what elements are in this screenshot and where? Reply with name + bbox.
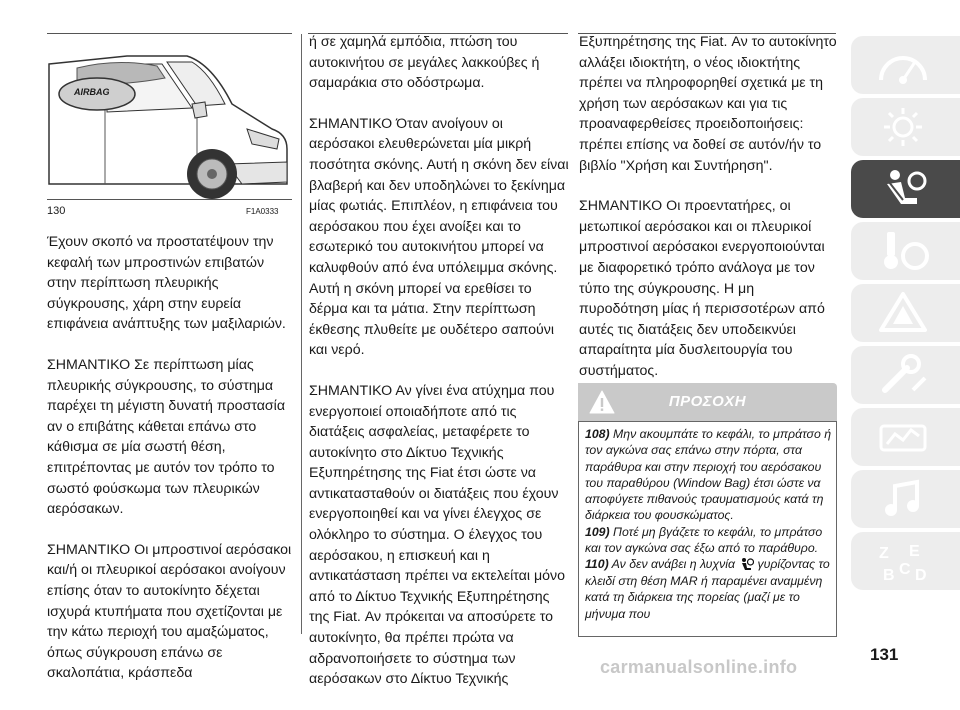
- warning-header: [578, 383, 837, 421]
- paragraph: ΣΗΜΑΝΤΙΚΟ Οι προεντατήρες, οι μετωπικοί αερόσακοι και οι πλευρικοί μπροστινοί αερόσακοι ενεργοποιούνται με διαφορετικό τρόπο ανάλογα με τον τύπο της σύγκρουσης. Η μη πυροδότηση μίας ή περισσοτέρων από αυτές τις διατάξεις δεν υποδεικνύει απαραίτητα μία δυσλειτουργία του συστήματος.: [579, 198, 825, 379]
- warning-item-text: Μην ακουμπάτε το κεφάλι, το μπράτσο ή τον αγκώνα σας επάνω στην πόρτα, στα παράθυρα και στην περιοχή του αερόσακου του παραθύρου (Window Bag) έτσι ώστε να αποφύγετε πιθανούς τραυματισμούς κατά τη διάρκεια του φουσκώματος.: [585, 427, 832, 523]
- warning-item: [585, 556, 833, 622]
- warning-item-number: 110): [585, 557, 609, 572]
- column-separator: [301, 34, 302, 634]
- warning-item: [585, 524, 833, 557]
- warning-item-number: 108): [585, 427, 610, 441]
- paragraph: ή σε χαμηλά εμπόδια, πτώση του αυτοκινήτου σε μεγάλες λακκούβες ή σαμαράκια στο οδόστρωμα.: [309, 34, 540, 92]
- svg-text:B: B: [883, 567, 895, 584]
- warning-title: ΠΡΟΣΟΧΗ: [668, 393, 747, 410]
- warning-box: [578, 421, 837, 637]
- paragraph: ΣΗΜΑΝΤΙΚΟ Οι μπροστινοί αερόσακοι και/ή οι πλευρικοί αερόσακοι ανοίγουν επίσης όταν το αυτοκίνητο δέχεται ισχυρά κτυπήματα που σχετίζονται με την κάτω περιοχή του αμαξώματος, όπως σύγκρουση επάνω σε σκαλοπάτια, κράσπεδα: [47, 541, 292, 682]
- paragraph: ΣΗΜΑΝΤΙΚΟ Όταν ανοίγουν οι αερόσακοι ελευθερώνεται μία μικρή ποσότητα σκόνης. Αυτή η σκόνη δεν είναι βλαβερή και δεν υποδηλώνει το ξεκίνημα μίας φωτιάς. Επιπλέον, η επιφάνεια του αερόσακου που έχει ανοίξει και το εσωτερικό του αυτοκινήτου μπορεί να καλυφθούν από ένα υπόλειμμα σκόνης. Αυτή η σκόνη μπορεί να ερεθίσει το δέρμα και τα μάτια. Στην περίπτωση έκθεσης πλυθείτε με ουδέτερο σαπούνι και νερό.: [309, 115, 569, 359]
- tab-emergency[interactable]: [851, 284, 960, 342]
- tab-warning-lights[interactable]: [851, 98, 960, 156]
- technical-data-icon: [873, 414, 933, 460]
- paragraph: ΣΗΜΑΝΤΙΚΟ Σε περίπτωση μίας πλευρικής σύγκρουσης, το σύστημα παρέχει τη μέγιστη δυνατή προστασία αν ο επιβάτης κάθεται επάνω στο κάθισμα σε μία σωστή θέση, επιτρέποντας με αυτόν τον τρόπο το σωστό φούσκωμα των πλευρικών αερόσακων.: [47, 356, 286, 518]
- figure-code: F1A0333: [246, 207, 279, 216]
- svg-text:Z: Z: [879, 545, 889, 562]
- figure-number: 130: [47, 205, 66, 217]
- dashboard-gauge-icon: [873, 42, 933, 88]
- tab-maintenance[interactable]: [851, 346, 960, 404]
- page-number: 131: [870, 645, 899, 664]
- seat-belt-airbag-icon: [873, 166, 933, 212]
- airbag-warning-light-icon: [738, 557, 754, 573]
- svg-text:E: E: [909, 543, 920, 560]
- tab-dashboard[interactable]: [851, 36, 960, 94]
- warning-item-text: Αν δεν ανάβει η λυχνία: [608, 557, 736, 572]
- alphabetical-index-icon: [873, 538, 933, 584]
- watermark: carmanualsonline.info: [600, 657, 798, 677]
- paragraph: Εξυπηρέτησης της Fiat. Αν το αυτοκίνητο αλλάξει ιδιοκτήτη, ο νέος ιδιοκτήτης πρέπει να πληροφορηθεί σχετικά με τη χρήση των αερόσακων και για τις προαναφερθείσες προειδοποιήσεις: πρέπει επίσης να δοθεί σε αυτόν/ήν το βιβλίο "Χρήση και Συντήρηση".: [579, 34, 837, 174]
- column-3: [579, 32, 837, 402]
- warning-lights-icon: [873, 104, 933, 150]
- key-steering-icon: [873, 228, 933, 274]
- figure-bottom-rule: [47, 199, 292, 200]
- emergency-triangle-icon: [873, 290, 933, 336]
- van-airbag-figure: [47, 34, 292, 199]
- svg-text:D: D: [915, 567, 927, 584]
- warning-item: [585, 426, 833, 524]
- tab-safety[interactable]: [851, 160, 960, 218]
- column-1: [47, 232, 297, 704]
- warning-item-number: 109): [585, 524, 610, 539]
- tab-starting-driving[interactable]: [851, 222, 960, 280]
- svg-text:C: C: [899, 561, 911, 578]
- tab-technical-data[interactable]: [851, 408, 960, 466]
- maintenance-tools-icon: [873, 352, 933, 398]
- chapter-tabs: [851, 36, 960, 594]
- paragraph: ΣΗΜΑΝΤΙΚΟ Αν γίνει ένα ατύχημα που ενεργοποιεί οποιαδήποτε από τις διατάξεις ασφαλείας, μεταφέρετε το αυτοκίνητο στο Δίκτυο Τεχνικής Εξυπηρέτησης της Fiat έτσι ώστε να αντικατασταθούν οι διατάξεις που έχουν ενεργοποιηθεί και να γίνει έλεγχος σε ολόκληρο το σύστημα. Ο έλεγχος του αερόσακου, η επισκευή και η αντικατάσταση πρέπει να εκτελείται μόνο από το Δίκτυο Τεχνικής Εξυπηρέτησης της Fiat. Αν πρόκειται να αποσύρετε το αυτοκίνητο, θα πρέπει πρώτα να αδρανοποιήσετε το σύστημα των αερόσακων στο Δίκτυο Τεχνικής: [309, 382, 566, 688]
- multimedia-icon: [873, 476, 933, 522]
- tab-index[interactable]: [851, 532, 960, 590]
- warning-item-text: Ποτέ μη βγάζετε το κεφάλι, το μπράτσο και τον αγκώνα σας έξω από το παράθυρο.: [585, 524, 823, 556]
- warning-item-text: γυρίζοντας το κλειδί στη θέση MAR ή παραμένει αναμμένη κατά τη διάρκεια της πορείας (μαζί με το μήνυμα που: [585, 557, 830, 621]
- column-2: [309, 32, 569, 710]
- airbag-label: AIRBAG: [74, 87, 110, 97]
- tab-multimedia[interactable]: [851, 470, 960, 528]
- paragraph: Έχουν σκοπό να προστατέψουν την κεφαλή των μπροστινών επιβατών στην περίπτωση πλευρικής σύγκρουσης, χάρη στην ευρεία επιφάνεια ανάπτυξης των μαξιλαριών.: [47, 234, 286, 333]
